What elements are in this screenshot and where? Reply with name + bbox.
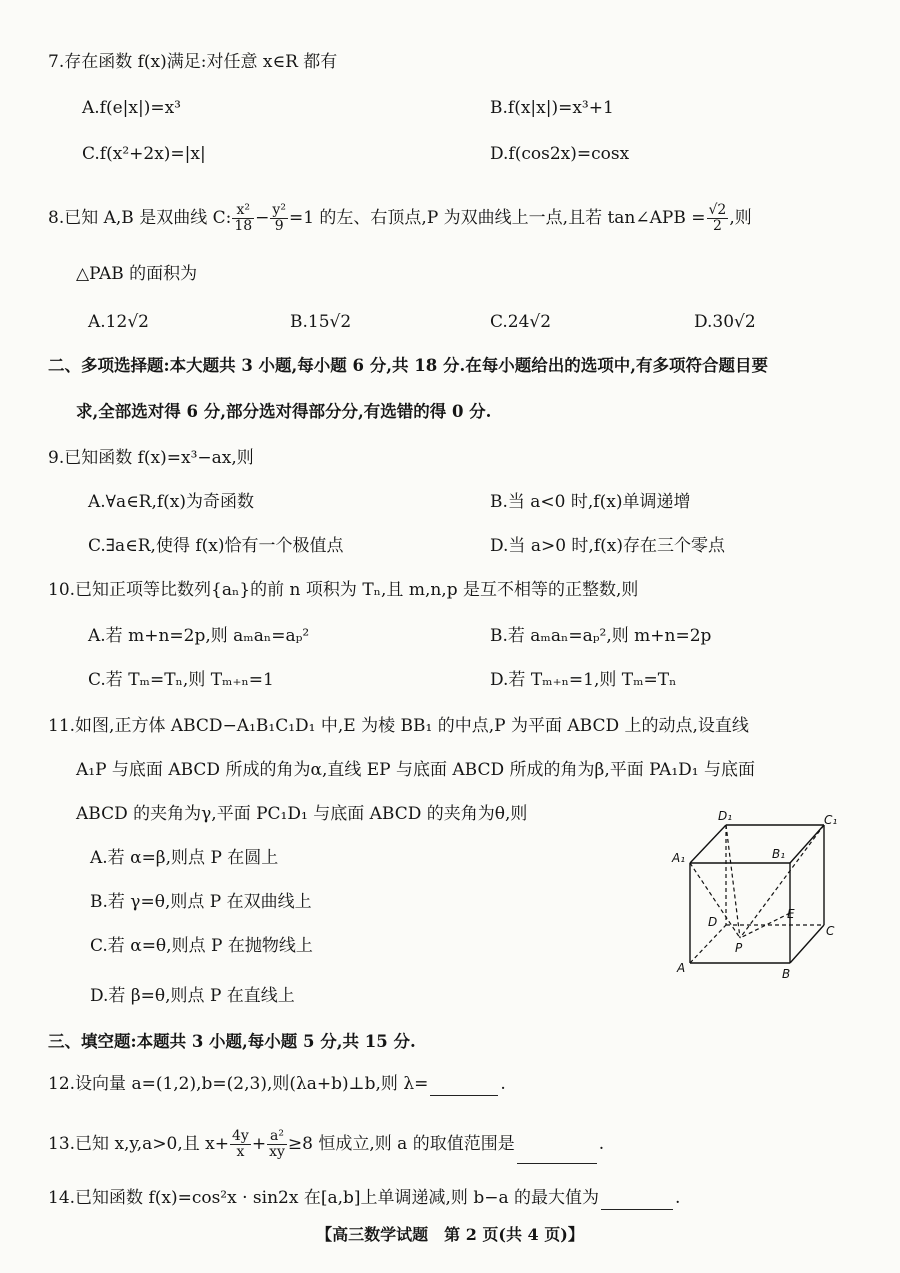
q8-stem-part1: 8.已知 A,B 是双曲线 C:: [48, 208, 232, 228]
q13-part2: ≥8 恒成立,则 a 的取值范围是: [287, 1134, 515, 1154]
q13-part1: 13.已知 x,y,a>0,且 x+: [48, 1134, 230, 1154]
q8-minus: −: [255, 208, 270, 228]
q13-fraction-2: [267, 1129, 287, 1160]
page-footer: 【高三数学试题 第 2 页(共 4 页)】: [316, 1225, 584, 1244]
section2-heading-line2: 求,全部选对得 6 分,部分选对得部分分,有选错的得 0 分.: [76, 402, 492, 421]
label-c: C: [826, 924, 835, 938]
q9-option-c: C.∃a∈R,使得 f(x)恰有一个极值点: [88, 536, 344, 556]
q13-stem: [48, 1124, 604, 1164]
q13-frac1-num: 4y: [232, 1128, 249, 1144]
q14-stem: [48, 1186, 680, 1210]
cube-figure: [660, 800, 850, 990]
q13-end: .: [598, 1134, 605, 1154]
q10-option-d: D.若 Tₘ₊ₙ=1,则 Tₘ=Tₙ: [490, 670, 677, 690]
q8-frac2-num: y²: [272, 202, 286, 218]
q14-text: 14.已知函数 f(x)=cos²x · sin2x 在[a,b]上单调递减,则 b−a 的最大值为: [48, 1188, 599, 1208]
edge-a-d-hidden: [690, 925, 726, 963]
q7-option-b: B.f(x|x|)=x³+1: [490, 98, 614, 118]
q9-option-d: D.当 a>0 时,f(x)存在三个零点: [490, 536, 725, 556]
q8-stem-part2: =1 的左、右顶点,P 为双曲线上一点,且若 tan∠APB =: [288, 208, 706, 228]
q8-option-a: A.12√2: [88, 312, 149, 332]
label-e: E: [787, 907, 795, 921]
q14-answer-blank[interactable]: [601, 1191, 673, 1210]
q8-stem-line2: △PAB 的面积为: [76, 264, 198, 284]
q11-stem-line1: 11.如图,正方体 ABCD−A₁B₁C₁D₁ 中,E 为棱 BB₁ 的中点,P 为平面 ABCD 上的动点,设直线: [48, 716, 749, 736]
label-d: D: [708, 915, 718, 929]
q9-option-a: A.∀a∈R,f(x)为奇函数: [88, 492, 255, 512]
q11-option-d: D.若 β=θ,则点 P 在直线上: [90, 986, 295, 1006]
q9-option-b: B.当 a<0 时,f(x)单调递增: [490, 492, 691, 512]
section2-heading-line1: 二、多项选择题:本大题共 3 小题,每小题 6 分,共 18 分.在每小题给出的选项中,有多项符合题目要: [48, 356, 768, 375]
q8-fraction-3: [707, 203, 729, 234]
label-a1: A₁: [672, 851, 686, 865]
q8-frac2-den: 9: [274, 218, 284, 234]
q11-option-b: B.若 γ=θ,则点 P 在双曲线上: [90, 892, 312, 912]
label-d1: D₁: [718, 809, 733, 823]
q8-frac3-den: 2: [712, 218, 722, 234]
edge-b1-c1: [790, 825, 824, 863]
q10-option-c: C.若 Tₘ=Tₙ,则 Tₘ₊ₙ=1: [88, 670, 274, 690]
q8-stem: [48, 198, 752, 238]
label-a: A: [677, 961, 686, 975]
q11-option-a: A.若 α=β,则点 P 在圆上: [90, 848, 279, 868]
q7-stem: 7.存在函数 f(x)满足:对任意 x∈R 都有: [48, 52, 338, 72]
q11-stem-line2: A₁P 与底面 ABCD 所成的角为α,直线 EP 与底面 ABCD 所成的角为β,平面 PA₁D₁ 与底面: [76, 760, 755, 780]
label-p: P: [735, 941, 743, 955]
q14-end: .: [675, 1188, 681, 1208]
q8-frac1-den: 18: [234, 218, 253, 234]
edge-a1-d1: [690, 825, 726, 863]
q8-stem-part3: ,则: [729, 208, 752, 228]
segment-c1-p: [740, 825, 824, 938]
q8-option-b: B.15√2: [290, 312, 352, 332]
q13-frac1-den: x: [236, 1144, 245, 1160]
section3-heading: 三、填空题:本题共 3 小题,每小题 5 分,共 15 分.: [48, 1032, 416, 1051]
label-b: B: [782, 967, 791, 981]
q7-option-a: A.f(e|x|)=x³: [82, 98, 181, 118]
q8-option-d: D.30√2: [694, 312, 756, 332]
q12-text: 12.设向量 a=(1,2),b=(2,3),则(λa+b)⊥b,则 λ=: [48, 1074, 429, 1094]
q11-option-c: C.若 α=θ,则点 P 在抛物线上: [90, 936, 313, 956]
q10-option-a: A.若 m+n=2p,则 aₘaₙ=aₚ²: [88, 626, 310, 646]
q13-frac2-den: xy: [269, 1144, 285, 1160]
q13-plus: +: [251, 1134, 267, 1154]
q12-answer-blank[interactable]: [430, 1077, 498, 1096]
q7-option-c: C.f(x²+2x)=|x|: [82, 144, 206, 164]
label-b1: B₁: [772, 847, 786, 861]
q8-fraction-2: [270, 203, 288, 234]
q10-stem: 10.已知正项等比数列{aₙ}的前 n 项积为 Tₙ,且 m,n,p 是互不相等的正整数,则: [48, 580, 639, 600]
label-c1: C₁: [824, 813, 838, 827]
q13-answer-blank[interactable]: [517, 1145, 597, 1164]
q8-fraction-1: [232, 203, 254, 234]
q13-frac2-num: a²: [267, 1129, 287, 1145]
q8-frac1-num: x²: [232, 203, 254, 219]
q9-stem: 9.已知函数 f(x)=x³−ax,则: [48, 448, 254, 468]
q8-frac3-num: √2: [708, 202, 727, 218]
q10-option-b: B.若 aₘaₙ=aₚ²,则 m+n=2p: [490, 626, 712, 646]
q13-fraction-1: [230, 1129, 251, 1160]
q7-option-d: D.f(cos2x)=cosx: [490, 144, 630, 164]
q12-end: .: [500, 1074, 506, 1094]
q8-option-c: C.24√2: [490, 312, 552, 332]
segment-d1-p: [726, 825, 740, 938]
edge-b-c: [790, 925, 824, 963]
q11-stem-line3: ABCD 的夹角为γ,平面 PC₁D₁ 与底面 ABCD 的夹角为θ,则: [76, 804, 528, 824]
q12-stem: [48, 1072, 506, 1096]
